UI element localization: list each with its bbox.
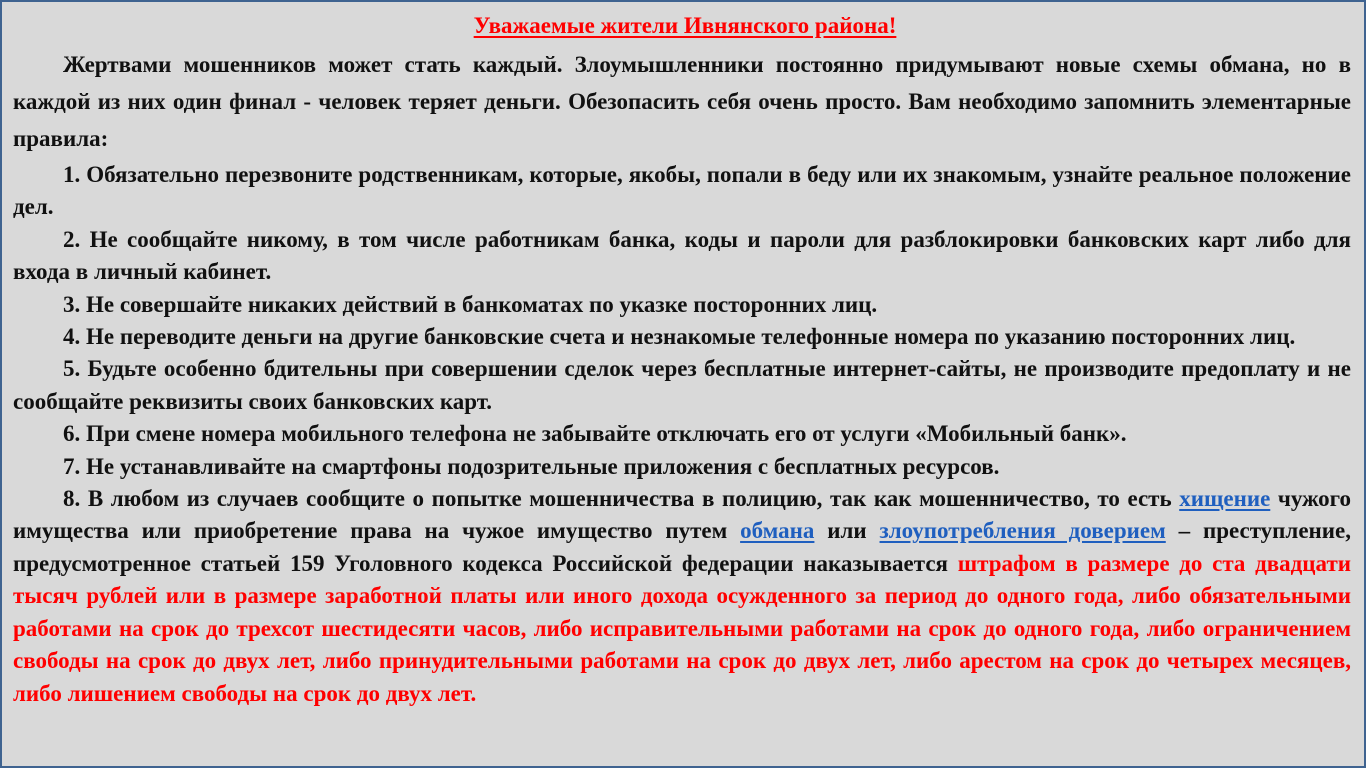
rule-8 <box>13 483 1351 710</box>
rule-8-text-1: 8. В любом из случаев сообщите о попытке мошенничества в полицию, так как мошенничество, то есть <box>63 486 1172 512</box>
rule-1: 1. Обязательно перезвоните родственникам, которые, якобы, попали в беду или их знакомым, узнайте реальное положение дел. <box>13 162 1351 220</box>
notice-body <box>13 46 1351 710</box>
theft-link[interactable]: хищение <box>1179 486 1271 512</box>
rule-6: 6. При смене номера мобильного телефона не забывайте отключать его от услуги «Мобильный банк». <box>63 421 1127 447</box>
page-title: Уважаемые жители Ивнянского района! <box>473 13 897 38</box>
rule-2: 2. Не сообщайте никому, в том числе работникам банка, коды и пароли для разблокировки банковских карт либо для входа в личный кабинет. <box>13 226 1351 285</box>
rule-3: 3. Не совершайте никаких действий в банкоматах по указке посторонних лиц. <box>63 291 878 317</box>
rule-4: 4. Не переводите деньги на другие банковские счета и незнакомые телефонные номера по указанию посторонних лиц. <box>63 324 1296 350</box>
intro-paragraph: Жертвами мошенников может стать каждый. Злоумышленники постоянно придумывают новые схемы обмана, но в каждой из них один финал - человек теряет деньги. Обезопасить себя очень просто. Вам необходимо запомнить элементарные правила: <box>13 52 1351 151</box>
penalty-text: штрафом в размере до ста двадцати тысяч рублей или в размере заработной платы или иного дохода осужденного за период до одного года, либо обязательными работами на срок до трехсот шестидесяти часов, либо исправительными работами на срок до одного года, либо ограничением свободы на срок до двух лет, либо принудительными работами на срок до двух лет, либо арестом на срок до четырех месяцев, либо лишением свободы на срок до двух лет. <box>13 550 1352 706</box>
deception-link[interactable]: обмана <box>740 518 815 544</box>
rule-7: 7. Не устанавливайте на смартфоны подозрительные приложения с бесплатных ресурсов. <box>63 453 1000 479</box>
rule-5: 5. Будьте особенно бдительны при совершении сделок через бесплатные интернет-сайты, не производите предоплату и не сообщайте реквизиты своих банковских карт. <box>13 356 1351 414</box>
rule-8-text-2: чужого имущества или приобретение права на чужое имущество путем <box>13 486 1352 544</box>
rule-8-text-4: – преступление, предусмотренное статьей 159 Уголовного кодекса Российской федерации наказывается <box>13 518 1352 576</box>
rule-8-text-3: или <box>827 518 867 544</box>
breach-of-trust-link[interactable]: злоупотребления доверием <box>879 518 1166 544</box>
